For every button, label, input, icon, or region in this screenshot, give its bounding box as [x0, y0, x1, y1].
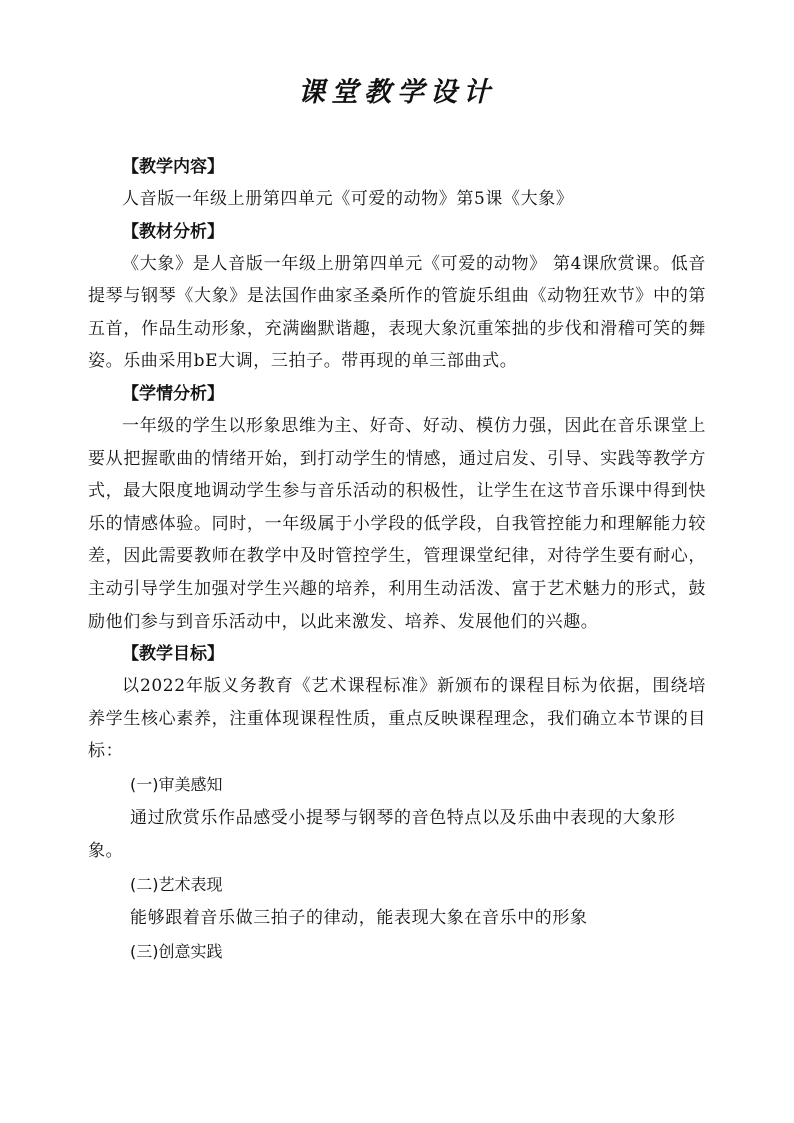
section-teaching-goals: [88, 638, 706, 969]
section-heading-material-analysis: 【教材分析】: [122, 221, 224, 242]
goal-artistic-expression: [88, 868, 706, 935]
student-analysis-paragraph: 一年级的学生以形象思维为主、好奇、好动、模仿力强，因此在音乐课堂上要从把握歌曲的情绪开始，到打动学生的情感，通过启发、引导、实践等教学方式，最大限度地调动学生参与音乐活动的积极性，让学生在这节音乐课中得到快乐的情感体验。同时，一年级属于小学段的低学段，自我管控能力和理解能力较差，因此需要教师在教学中及时管控学生，管理课堂纪律，对待学生要有耐心，主动引导学生加强对学生兴趣的培养，利用生动活泼、富于艺术魅力的形式，鼓励他们参与到音乐活动中，以此来激发、培养、发展他们的兴趣。: [88, 415, 706, 632]
document-title: 课堂教学设计: [298, 77, 496, 108]
section-heading-teaching-content: 【教学内容】: [122, 157, 224, 177]
teaching-content-paragraph: 人音版一年级上册第四单元《可爱的动物》第5课《大象》: [122, 189, 574, 209]
goal-heading-creative-practice: (三)创意实践: [130, 941, 223, 961]
section-teaching-content: [88, 151, 706, 216]
section-student-analysis: [88, 378, 706, 638]
section-material-analysis: [88, 216, 706, 378]
goal-creative-practice: [88, 935, 706, 969]
goal-heading-artistic-expression: (二)艺术表现: [130, 874, 223, 894]
section-heading-teaching-goals: 【教学目标】: [122, 644, 224, 665]
goal-text-artistic-expression: 能够跟着音乐做三拍子的律动，能表现大象在音乐中的形象: [130, 907, 588, 928]
teaching-goals-paragraph: 以2022年版义务教育《艺术课程标准》新颁布的课程目标为依据，围绕培养学生核心素养，注重体现课程性质，重点反映课程理念，我们确立本节课的目标：: [88, 676, 706, 762]
goal-aesthetic-perception: [88, 768, 706, 868]
goal-heading-aesthetic-perception: (一)审美感知: [130, 774, 223, 794]
goal-text-aesthetic-perception: 通过欣赏乐作品感受小提琴与钢琴的音色特点以及乐曲中表现的大象形象。: [88, 807, 676, 861]
section-heading-student-analysis: 【学情分析】: [122, 383, 224, 404]
material-analysis-paragraph: 《大象》是人音版一年级上册第四单元《可爱的动物》 第4课欣赏课。低音提琴与钢琴《大象》是法国作曲家圣桑所作的管旋乐组曲《动物狂欢节》中的第五首，作品生动形象，充满幽默谐趣，表现大象沉重笨拙的步伐和滑稽可笑的舞姿。乐曲采用bE大调，三拍子。带再现的单三部曲式。: [88, 253, 706, 372]
